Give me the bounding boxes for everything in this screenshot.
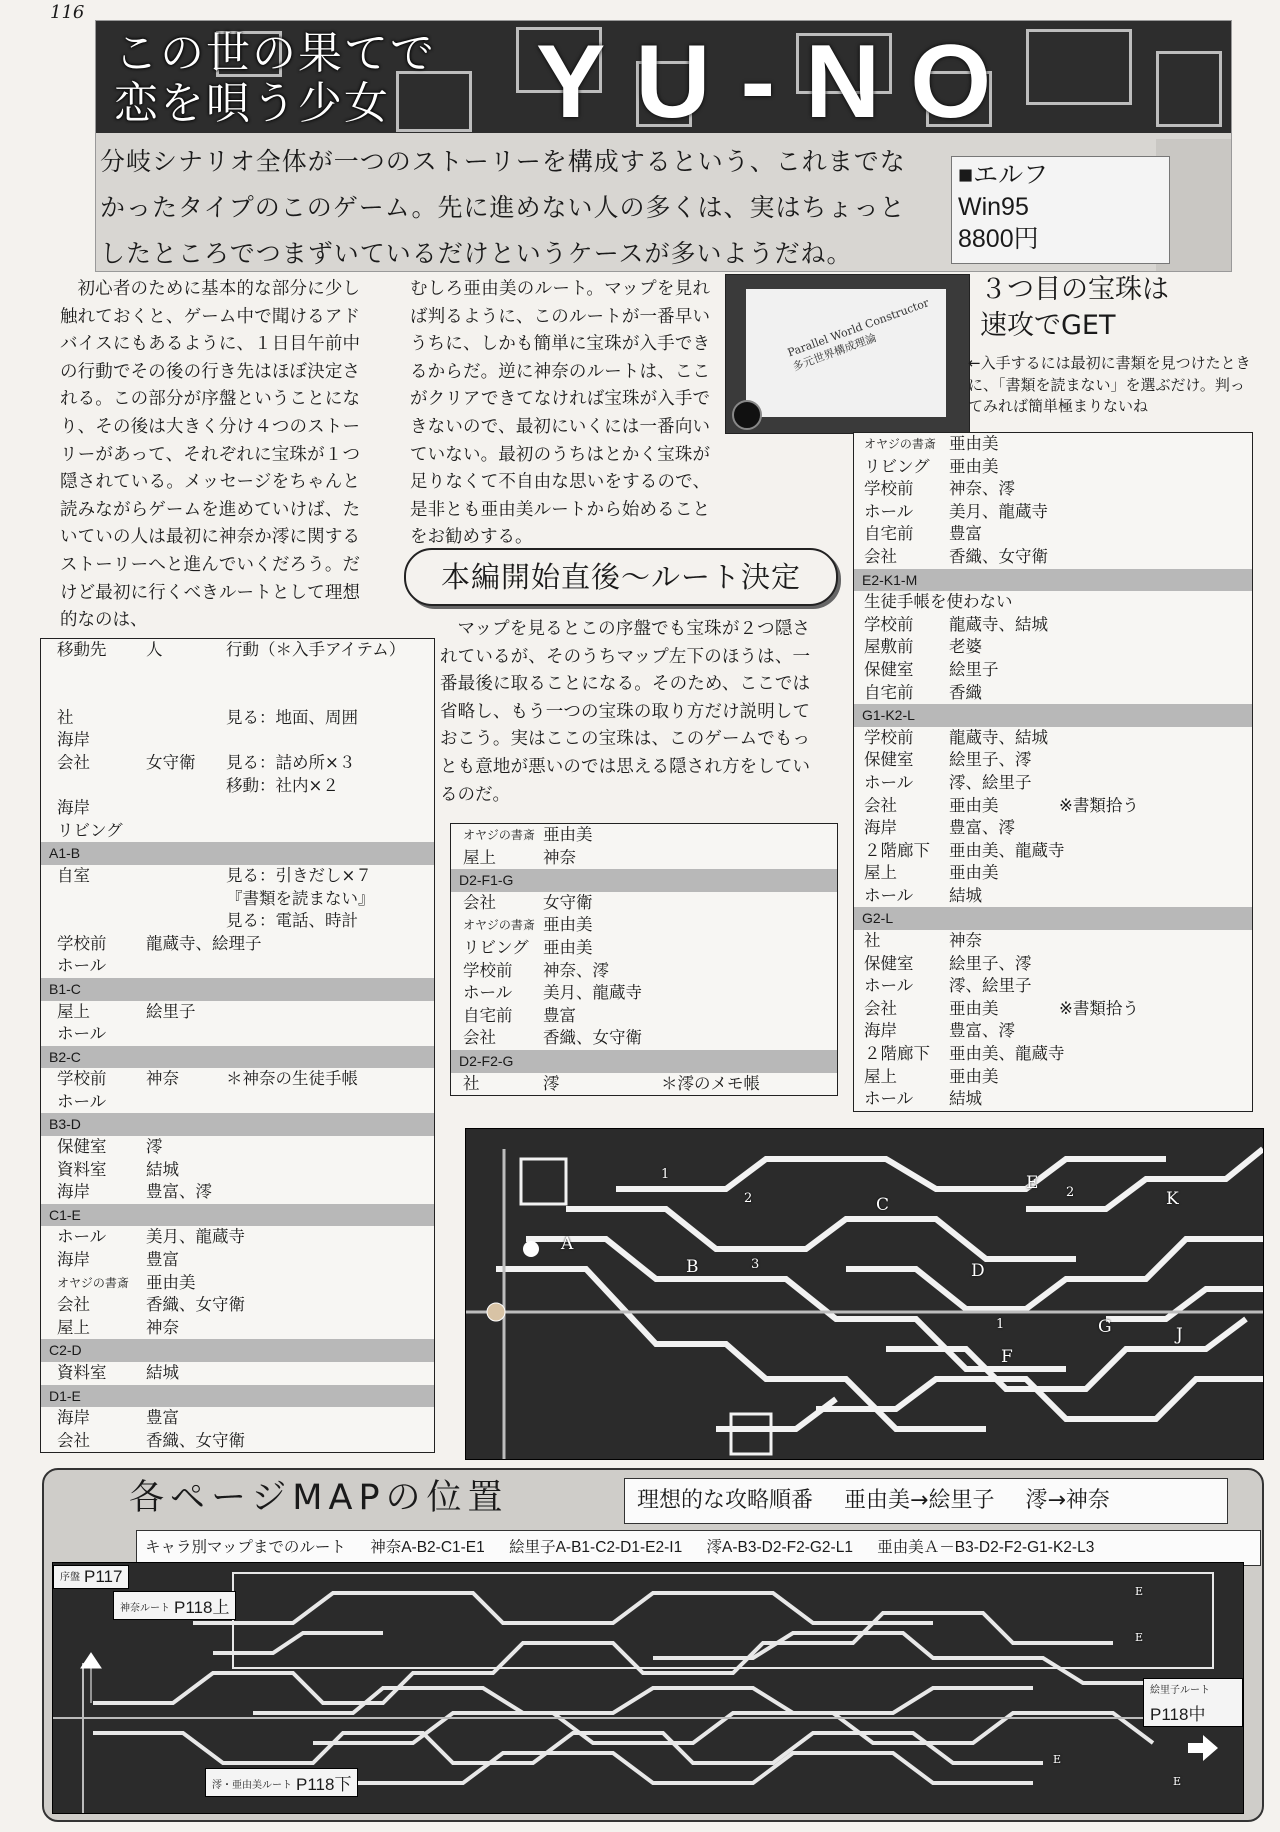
cell-destination: 海岸 (57, 798, 90, 818)
cell-action: ＊澪のメモ帳 (661, 1073, 760, 1093)
order-step-2: 澪→神奈 (1025, 1488, 1110, 1513)
table-row (41, 1068, 434, 1091)
overview-map (52, 1562, 1244, 1814)
end-marker: E (1135, 1585, 1144, 1598)
map-label-g: G (1098, 1317, 1112, 1337)
cell-destination: ホール (864, 772, 914, 792)
cell-person: 老婆 (949, 637, 982, 657)
route-table-middle (450, 823, 838, 1096)
cell-destination: オヤジの書斎 (463, 918, 535, 933)
table-row (854, 433, 1252, 456)
cell-destination: 資料室 (57, 1363, 107, 1382)
cell-person: 豊富 (543, 1005, 576, 1025)
table-row (451, 982, 837, 1005)
table-row (854, 953, 1252, 976)
table-row (451, 937, 837, 960)
table-row (854, 727, 1252, 750)
routes-label: キャラ別マップまでのルート (145, 1539, 346, 1556)
catch-line-2: 恋を唄う少女 (114, 78, 390, 129)
route-code: B3-D (49, 1116, 81, 1133)
cell-destination: 海岸 (57, 1182, 90, 1202)
route-mio: 澪A-B3-D2-F2-G2-L1 (706, 1539, 853, 1556)
table-row (854, 591, 1252, 614)
cell-person: 亜由美 (146, 1272, 196, 1292)
table-row (41, 1023, 434, 1046)
cell-destination: オヤジの書斎 (864, 437, 936, 451)
table-row (854, 1088, 1252, 1111)
table-row (41, 1001, 434, 1024)
character-routes-box (136, 1530, 1261, 1566)
cell-destination: 会社 (463, 892, 496, 912)
table-row (41, 1430, 434, 1453)
route-separator (854, 569, 1252, 592)
cell-destination: 自宅前 (864, 682, 914, 702)
tip-title (980, 272, 1169, 344)
table-row (41, 1362, 434, 1385)
cell-destination: 保健室 (864, 750, 914, 770)
cell-person: 香織 (949, 682, 982, 702)
header-banner (96, 21, 1231, 133)
route-separator (451, 1050, 837, 1073)
route-separator (854, 704, 1252, 727)
table-row (854, 682, 1252, 705)
cell-destination: 海岸 (57, 730, 90, 750)
table-row (854, 975, 1252, 998)
cell-person: 豊富、澪 (949, 818, 1015, 838)
table-row (854, 501, 1252, 524)
table-row (854, 862, 1252, 885)
table-row (451, 1005, 837, 1028)
route-code: C2-D (49, 1342, 82, 1359)
route-kanna: 神奈A-B2-C1-E1 (370, 1539, 485, 1556)
end-marker: E (1053, 1753, 1062, 1766)
cell-action: 見る：地面、周囲 (226, 707, 358, 727)
page-ref-p118-top (113, 1591, 236, 1620)
cell-destination: ホール (864, 885, 914, 905)
table-row (41, 1091, 434, 1114)
route-frame (233, 1573, 1213, 1668)
cell-destination: 会社 (57, 752, 90, 772)
route-table-right (853, 432, 1253, 1112)
route-table-opening (40, 638, 435, 1453)
page-ref-p118-middle (1143, 1678, 1243, 1727)
intro-column-2: むしろ亜由美のルート。マップを見れば判るように、このルートが一番早いうちに、しかも簡単に宝珠が入手できるからだ。逆に神奈のルートは、ここがクリアできてなければ宝珠が入手できないので、最初にいくには一番向いていない。最初のうちはとかく宝珠が足りなくて不自由な思いをするので、是非とも亜由美ルートから始めることをお勧めする。 (410, 279, 710, 548)
cell-action: 『書類を読まない』 (226, 888, 375, 908)
route-code: C1-E (49, 1206, 81, 1223)
table-row (854, 614, 1252, 637)
cell-action: 見る：電話、時計 (226, 911, 358, 931)
table-row (854, 456, 1252, 479)
table-row (41, 775, 434, 798)
cell-destination: 屋上 (864, 863, 897, 883)
cell-destination: ホール (57, 1227, 107, 1247)
page-ref-tag: 序盤 (60, 1572, 80, 1584)
cell-person: 神奈 (146, 1317, 179, 1337)
cell-person: 香織、女守衛 (543, 1028, 642, 1048)
cell-destination: 学校前 (864, 479, 914, 499)
banner-square (1026, 29, 1132, 105)
cell-action: ※書類拾う (1059, 998, 1139, 1018)
article-header (95, 20, 1232, 272)
route-code: D2-F2-G (459, 1052, 514, 1069)
table-row (854, 1066, 1252, 1089)
page-ref-label: P117 (84, 1567, 123, 1586)
cell-action: 見る：詰め所×３ (226, 752, 356, 772)
table-row (41, 955, 434, 978)
cell-person: 豊富 (146, 1408, 179, 1428)
ideal-order-box (624, 1478, 1228, 1524)
table-row (854, 772, 1252, 795)
table-row (41, 1272, 434, 1295)
cell-destination: 海岸 (57, 1250, 90, 1270)
table-row (41, 729, 434, 752)
cell-destination: 資料室 (57, 1159, 107, 1179)
table-row (854, 1043, 1252, 1066)
route-eriko: 絵里子A-B1-C2-D1-E2-I1 (509, 1539, 683, 1556)
table-row (41, 1407, 434, 1430)
table-body (451, 824, 837, 1095)
table-row (41, 752, 434, 775)
map-number: 1 (661, 1167, 670, 1182)
page-number: 116 (50, 2, 85, 23)
cell-person: 亜由美、龍蔵寺 (949, 1044, 1065, 1064)
table-header (41, 639, 434, 662)
map-number: 2 (1066, 1185, 1075, 1200)
route-separator (41, 1204, 434, 1227)
table-row (451, 960, 837, 983)
cell-destination: 社 (864, 931, 881, 951)
cell-person: 亜由美 (543, 915, 593, 935)
table-row (41, 1317, 434, 1340)
table-row (41, 1181, 434, 1204)
cell-person: 豊富、澪 (949, 1021, 1015, 1041)
spec-box (951, 156, 1170, 264)
cell-destination: 自宅前 (864, 524, 914, 544)
end-marker: E (1135, 1631, 1144, 1644)
table-row (451, 1073, 837, 1096)
map-section-title: 各ページMAPの位置 (129, 1478, 509, 1518)
section-body: マップを見るとこの序盤でも宝珠が２つ隠されているが、そのうちマップ左下のほうは、一番最後に取ることになる。そのため、ここでは省略し、もう一つの宝珠の取り方だけ説明しておこう。実はここの宝珠は、このゲームでもっとも意地が悪いのでは思える隠され方をしているのだ。 (440, 619, 810, 805)
map-label-a: A (561, 1234, 574, 1254)
table-row (854, 478, 1252, 501)
tip-title-line-2: 速攻でGET (980, 310, 1116, 341)
cell-person: 香織、女守衛 (949, 546, 1048, 566)
cell-person: 澪、絵里子 (949, 772, 1032, 792)
page-ref-tag: 澪・亜由美ルート (212, 1780, 292, 1792)
cell-person: 神奈 (543, 847, 576, 867)
route-separator (854, 907, 1252, 930)
cell-person: 女守衛 (543, 892, 593, 912)
banner-square (1156, 51, 1222, 127)
table-row (854, 930, 1252, 953)
cell-person: 亜由美 (949, 456, 999, 476)
room-frame (731, 1414, 771, 1454)
cell-person: 香織、女守衛 (146, 1430, 245, 1450)
tip-title-line-1: ３つ目の宝珠は (980, 274, 1169, 305)
order-step-1: 亜由美→絵里子 (844, 1488, 995, 1513)
table-row (41, 1136, 434, 1159)
cell-person: 龍蔵寺、結城 (949, 614, 1048, 634)
route-code: D1-E (49, 1387, 81, 1404)
map-label-d: D (971, 1261, 985, 1281)
cell-action: ※書類拾う (1059, 795, 1139, 815)
table-row (41, 1294, 434, 1317)
header-person: 人 (146, 640, 163, 659)
cell-destination: 自宅前 (463, 1005, 513, 1025)
cell-destination: 屋上 (57, 1317, 90, 1337)
table-row (41, 865, 434, 888)
page-ref-p118-bottom (205, 1768, 358, 1797)
cell-destination: 保健室 (864, 953, 914, 973)
page-ref-label: P118上 (174, 1598, 230, 1617)
screenshot-document (746, 289, 946, 417)
map-label-k: K (1166, 1189, 1179, 1209)
lead-text: 分岐シナリオ全体が一つのストーリーを構成するという、これまでなかったタイプのこのゲーム。先に進めない人の多くは、実はちょっとしたところでつまずいているだけというケースが多いようだね。 (100, 147, 906, 268)
table-row (854, 636, 1252, 659)
cell-destination: 学校前 (57, 1069, 107, 1089)
cell-person: 絵里子 (146, 1001, 196, 1021)
route-code: B2-C (49, 1048, 81, 1065)
cell-person: 香織、女守衛 (146, 1295, 245, 1315)
route-code: G2-L (862, 910, 894, 927)
cell-destination: 学校前 (864, 614, 914, 634)
table-row (41, 1249, 434, 1272)
cell-person: 豊富、澪 (146, 1182, 212, 1202)
cell-destination: 会社 (864, 546, 897, 566)
cell-person: 結城 (949, 1089, 982, 1109)
table-row (854, 795, 1252, 818)
intro-column-1: 初心者のために基本的な部分に少し触れておくと、ゲーム中で聞けるアドバイスにもあるように、１日目午前中の行動でその後の行き先はほぼ決定される。この部分が序盤ということになり、その後は大きく分け４つのストーリーがあって、それぞれに宝珠が１つ隠されている。メッセージをちゃんと読みながらゲームを進めていけば、たいていの人は最初に神奈か澪に関するストーリーへと進んでいくだろう。だけど最初に行くべきルートとして理想的なのは、 (60, 279, 360, 631)
page-ref-tag: 絵里子ルート (1150, 1685, 1210, 1697)
table-row (451, 914, 837, 937)
cell-destination: 会社 (57, 1295, 90, 1315)
cell-destination: リビング (463, 937, 529, 957)
spec-maker: ■エルフ (958, 161, 1049, 189)
table-row (854, 885, 1252, 908)
route-separator (41, 1385, 434, 1408)
cell-destination: リビング (864, 456, 930, 476)
screenshot-orb-icon (732, 400, 762, 430)
cell-person: 結城 (146, 1363, 179, 1382)
route-separator (41, 1046, 434, 1069)
table-row (854, 546, 1252, 569)
cell-destination: オヤジの書斎 (463, 828, 535, 842)
table-row (854, 840, 1252, 863)
cell-action: ＊神奈の生徒手帳 (226, 1069, 358, 1089)
header-action: 行動（＊入手アイテム） (226, 640, 406, 659)
cell-person: 澪、絵里子 (949, 976, 1032, 996)
page-ref-tag: 神奈ルート (120, 1603, 170, 1615)
cell-person: 神奈、澪 (543, 960, 609, 980)
map-label-f: F (1001, 1347, 1013, 1367)
cell-person: 美月、龍蔵寺 (543, 983, 642, 1003)
table-row (41, 1159, 434, 1182)
map-label-b: B (686, 1257, 699, 1277)
cell-destination: 学校前 (463, 960, 513, 980)
table-row (854, 523, 1252, 546)
route-separator (451, 869, 837, 892)
cell-person: 龍蔵寺、結城 (949, 727, 1048, 747)
cell-person: 神奈 (146, 1069, 179, 1089)
cell-destination: ２階廊下 (864, 1044, 930, 1064)
cell-destination: ホール (864, 976, 914, 996)
cell-action: 見る：引きだし×７ (226, 865, 372, 885)
order-label: 理想的な攻略順番 (637, 1488, 814, 1513)
table-row (41, 933, 434, 956)
game-title: YU-NO (536, 24, 1022, 133)
page-ref-p117 (53, 1565, 129, 1589)
section-title: 本編開始直後〜ルート決定 (404, 548, 838, 606)
map-number: 3 (751, 1257, 760, 1272)
end-marker: E (1173, 1775, 1182, 1788)
cell-destination: 会社 (864, 998, 897, 1018)
cell-destination: ホール (57, 1024, 107, 1044)
cell-person: 亜由美 (949, 795, 999, 815)
orb-marker-icon (523, 1241, 539, 1257)
table-row (854, 1020, 1252, 1043)
cell-destination: 海岸 (864, 1021, 897, 1041)
table-row (41, 662, 434, 685)
table-row (41, 707, 434, 730)
spec-os: Win95 (958, 193, 1029, 221)
route-map (465, 1128, 1264, 1460)
cell-destination: オヤジの書斎 (57, 1275, 129, 1290)
cell-destination: 保健室 (57, 1137, 107, 1157)
cell-destination: 屋上 (463, 847, 496, 867)
table-row (854, 659, 1252, 682)
route-ayumi: 亜由美Ａ－B3-D2-F2-G1-K2-L3 (877, 1539, 1095, 1556)
cell-destination: 会社 (463, 1028, 496, 1048)
cell-destination: 社 (57, 707, 74, 727)
table-row (41, 910, 434, 933)
cell-destination: 屋上 (864, 1066, 897, 1086)
room-frame (521, 1159, 566, 1204)
route-separator (41, 1113, 434, 1136)
cell-person: 絵里子、澪 (949, 750, 1032, 770)
map-label-j: J (1176, 1325, 1183, 1345)
cell-destination: ホール (864, 1089, 914, 1109)
map-label-e: E (1026, 1173, 1039, 1193)
table-row (451, 1027, 837, 1050)
cell-person: 神奈、澪 (949, 479, 1015, 499)
table-body (854, 433, 1252, 1111)
cell-destination: ２階廊下 (864, 840, 930, 860)
table-body (41, 662, 434, 1453)
table-row (854, 749, 1252, 772)
table-row (451, 847, 837, 870)
route-code: E2-K1-M (862, 571, 918, 588)
cell-person: 絵里子 (949, 659, 999, 679)
catch-copy (114, 29, 436, 129)
table-row (854, 817, 1252, 840)
cell-person: 亜由美 (949, 1066, 999, 1086)
cell-person: 神奈 (949, 931, 982, 951)
cell-person: 亜由美 (543, 937, 593, 957)
table-row (41, 684, 434, 707)
cell-destination: ホール (864, 501, 914, 521)
cell-destination: 海岸 (864, 818, 897, 838)
table-row (41, 820, 434, 843)
spec-price: 8800円 (958, 225, 1039, 253)
cell-destination: 生徒手帳を使わない (864, 592, 1013, 612)
cell-destination: ホール (463, 983, 513, 1003)
route-map-graphic (466, 1129, 1263, 1459)
table-row (451, 824, 837, 847)
route-code: G1-K2-L (862, 707, 915, 724)
page-ref-label: P118下 (296, 1775, 352, 1794)
cell-destination: 学校前 (57, 933, 107, 953)
cell-person: 美月、龍蔵寺 (949, 501, 1048, 521)
cell-destination: 会社 (864, 795, 897, 815)
screenshot-text: Parallel World Constructor 多元世界構成理論 (785, 296, 931, 374)
route-separator (41, 1339, 434, 1362)
cell-person: 女守衛 (146, 752, 196, 772)
tip-caption: ←入手するには最初に書類を見つけたときに、「書類を読まない」を選ぶだけ。判ってみれば簡単極まりないね (968, 354, 1251, 415)
table-row (451, 892, 837, 915)
arrow-right-icon (1188, 1735, 1218, 1761)
map-number: 2 (744, 1191, 753, 1206)
cell-person: 亜由美 (543, 825, 593, 844)
map-label-c: C (876, 1195, 890, 1215)
cell-destination: 会社 (57, 1430, 90, 1450)
cell-person: 絵里子、澪 (949, 953, 1032, 973)
cell-person: 澪 (146, 1137, 163, 1157)
cell-destination: 自室 (57, 865, 90, 885)
cell-person: 亜由美 (949, 998, 999, 1018)
cell-person: 結城 (146, 1159, 179, 1179)
table-row (854, 998, 1252, 1021)
cell-destination: ホール (57, 1091, 107, 1111)
route-code: D2-F1-G (459, 872, 514, 889)
route-code: A1-B (49, 845, 81, 862)
route-separator (41, 978, 434, 1001)
cell-person: 結城 (949, 885, 982, 905)
cell-destination: 屋敷前 (864, 637, 914, 657)
cell-destination: 社 (463, 1073, 480, 1093)
route-separator (41, 842, 434, 865)
header-destination: 移動先 (57, 640, 107, 659)
game-screenshot (725, 274, 970, 434)
cell-destination: 保健室 (864, 659, 914, 679)
cell-destination: リビング (57, 820, 123, 840)
page-ref-label: P118中 (1150, 1705, 1206, 1724)
cell-destination: 学校前 (864, 727, 914, 747)
cell-person: 澪 (543, 1073, 560, 1093)
cell-person: 豊富 (949, 524, 982, 544)
table-row (41, 1226, 434, 1249)
map-number: 1 (996, 1317, 1005, 1332)
cell-person: 美月、龍蔵寺 (146, 1227, 245, 1247)
cell-destination: 海岸 (57, 1408, 90, 1428)
cell-person: 豊富 (146, 1250, 179, 1270)
cell-person: 龍蔵寺、絵理子 (146, 933, 262, 953)
table-row (41, 797, 434, 820)
cell-destination: 屋上 (57, 1001, 90, 1021)
cell-action: 移動：社内×２ (226, 775, 339, 795)
table-row (41, 888, 434, 911)
cell-person: 亜由美、龍蔵寺 (949, 840, 1065, 860)
cell-destination: ホール (57, 956, 107, 976)
catch-line-1: この世の果てで (114, 28, 436, 79)
cell-person: 亜由美 (949, 434, 999, 453)
route-code: B1-C (49, 980, 81, 997)
cell-person: 亜由美 (949, 863, 999, 883)
start-marker-icon (487, 1303, 505, 1321)
